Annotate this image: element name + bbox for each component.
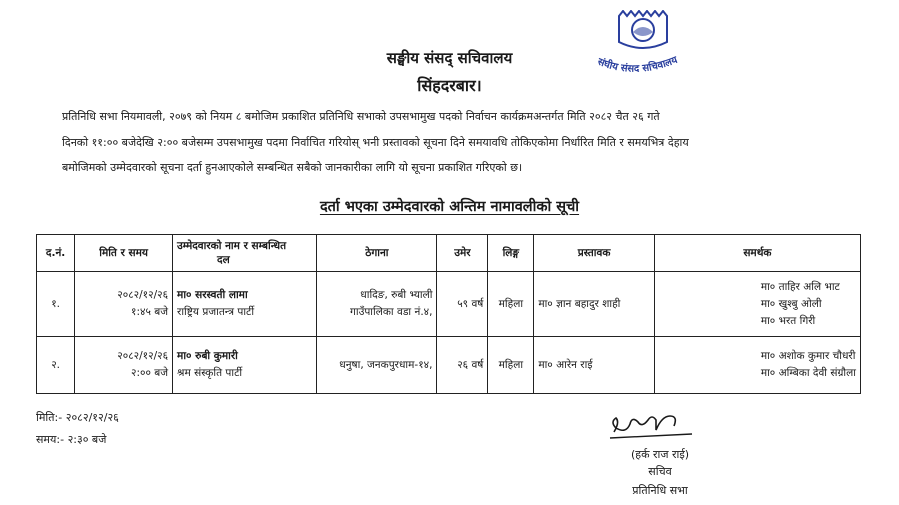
table-header-row <box>37 235 861 272</box>
seal-text: संघीय संसद सचिवालय <box>595 54 680 72</box>
address-line1: धादिङ, रुबी भ्याली <box>360 289 433 301</box>
row-supporters <box>654 272 860 337</box>
header-name-line1: उम्मेदवारको नाम र सम्बन्धित <box>177 240 287 252</box>
header-sn: द.नं. <box>37 235 75 272</box>
supporter: मा० अशोक कुमार चौधरी <box>760 350 856 362</box>
row-date: २०८२/१२/२६ <box>117 289 169 301</box>
header-supporter: समर्थक <box>654 235 860 272</box>
org-title: सङ्घीय संसद् सचिवालय <box>386 49 513 67</box>
header-datetime: मिति र समय <box>75 235 173 272</box>
row-time: २:०० बजे <box>131 367 169 379</box>
header-name-line2: दल <box>217 254 230 266</box>
row-address <box>317 272 437 337</box>
row-supporters <box>654 337 860 394</box>
candidate-party: राष्ट्रिय प्रजातन्त्र पार्टी <box>177 306 255 318</box>
signature-image <box>606 408 696 444</box>
footer-time: समय:- २:३० बजे <box>36 433 107 446</box>
notice-line-2: दिनको ११:०० बजेदेखि २:०० बजेसम्म उपसभामुख पदमा निर्वाचित गरियोस् भनी प्रस्तावको सूचना दिने समयावधि तोकिएकोमा निर्धारित मिति र समयभित्र देहाय <box>62 136 689 149</box>
address-line2: गाउँपालिका वडा नं.४, <box>349 306 433 318</box>
notice-line-3: बमोजिमको उम्मेदवारको सूचना दर्ता हुनआएकोले सम्बन्धित सबैको जानकारीका लागि यो सूचना प्रकाशित गरिएको छ। <box>62 161 523 174</box>
header-name <box>173 235 317 272</box>
row-proposer: मा० आरेन राई <box>534 337 655 394</box>
candidate-name: मा० सरस्वती लामा <box>177 289 248 301</box>
row-name <box>173 272 317 337</box>
supporter: मा० खुश्बु ओली <box>760 297 822 310</box>
signatory-org: प्रतिनिधि सभा <box>632 484 688 497</box>
header-proposer: प्रस्तावक <box>534 235 655 272</box>
supporter: मा० अम्बिका देवी संग्रौला <box>760 367 856 379</box>
row-sn: १. <box>37 272 75 337</box>
table-row <box>37 272 861 337</box>
row-gender: महिला <box>488 337 534 394</box>
row-address <box>317 337 437 394</box>
signatory-name: (हर्क राज राई) <box>630 448 690 461</box>
row-age: ५९ वर्ष <box>437 272 488 337</box>
candidate-table <box>36 234 861 394</box>
supporter: मा० भरत गिरी <box>760 314 816 327</box>
candidate-name: मा० रुबी कुमारी <box>177 350 238 362</box>
row-name <box>173 337 317 394</box>
row-age: २६ वर्ष <box>437 337 488 394</box>
address-line1: धनुषा, जनकपुरधाम-१४, <box>339 358 433 371</box>
list-title: दर्ता भएका उम्मेदवारको अन्तिम नामावलीको सूची <box>319 199 580 215</box>
row-sn: २. <box>37 337 75 394</box>
row-datetime <box>75 337 173 394</box>
signatory-post: सचिव <box>648 465 672 478</box>
org-place: सिंहदरबार। <box>417 76 482 95</box>
supporter: मा० ताहिर अलि भाट <box>760 280 840 293</box>
row-gender: महिला <box>488 272 534 337</box>
notice-line-1: प्रतिनिधि सभा नियमावली, २०७९ को नियम ८ बमोजिम प्रकाशित प्रतिनिधि सभाको उपसभामुख पदको निर्वाचन कार्यक्रमअन्तर्गत मिति २०८२ चैत २६ गते <box>62 110 660 123</box>
table-row <box>37 337 861 394</box>
row-proposer: मा० ज्ञान बहादुर शाही <box>534 272 655 337</box>
header-gender: लिङ्ग <box>488 235 534 272</box>
row-datetime <box>75 272 173 337</box>
row-time: १:४५ बजे <box>131 306 169 318</box>
header-address: ठेगाना <box>317 235 437 272</box>
footer-date: मिति:- २०८२/१२/२६ <box>36 411 119 424</box>
header-age: उमेर <box>437 235 488 272</box>
candidate-party: श्रम संस्कृति पार्टी <box>177 367 243 379</box>
row-date: २०८२/१२/२६ <box>117 350 169 362</box>
